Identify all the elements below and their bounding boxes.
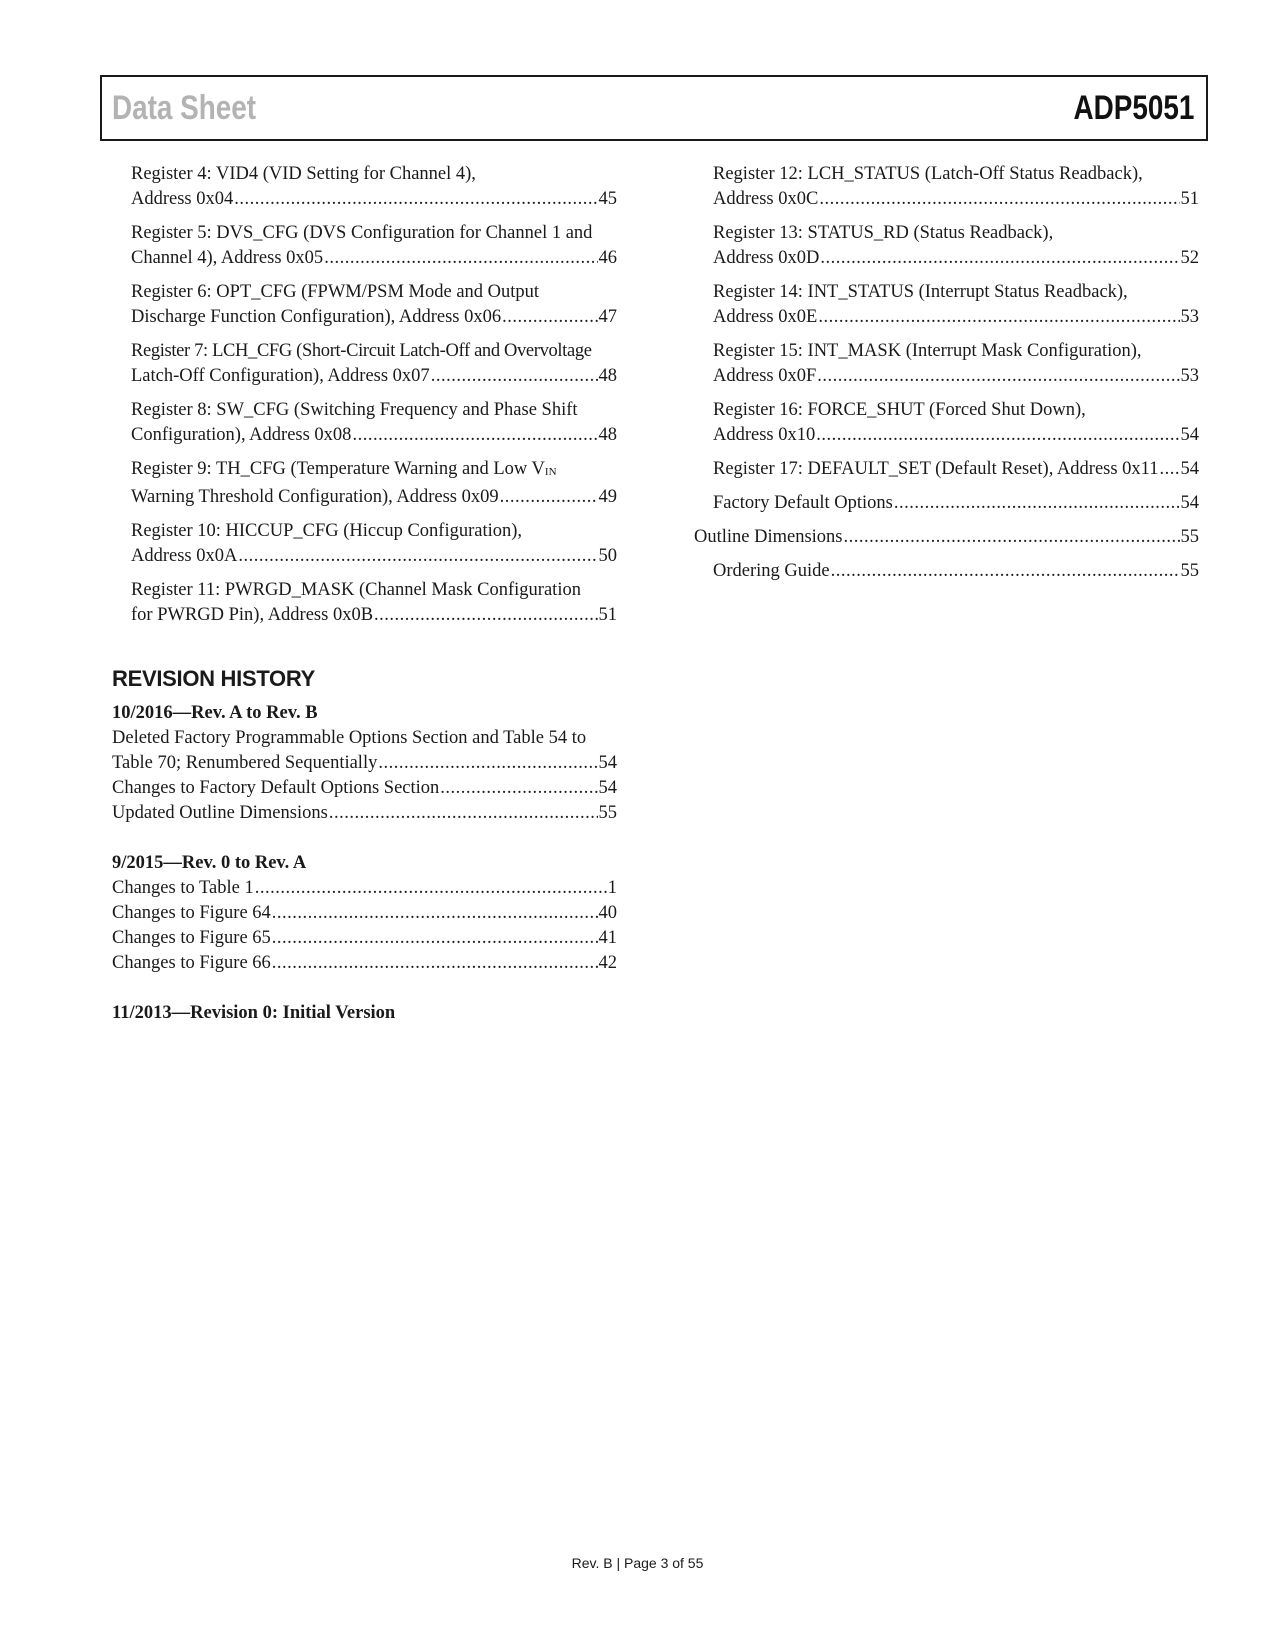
- toc-entry-title-cont: Latch-Off Configuration), Address 0x07: [131, 366, 430, 386]
- leader-dots: [820, 246, 1179, 271]
- revision-row-text: Updated Outline Dimensions: [112, 803, 328, 823]
- toc-page-number: 55: [1180, 527, 1199, 547]
- revision-page-number: 54: [598, 778, 617, 798]
- toc-entry[interactable]: [694, 162, 1199, 212]
- toc-page-number: 52: [1180, 248, 1199, 268]
- leader-dots: [819, 187, 1179, 212]
- leader-dots: [894, 491, 1180, 516]
- revision-page-number: 54: [598, 753, 617, 773]
- toc-entry-title: Register 10: HICCUP_CFG (Hiccup Configuration),: [131, 521, 523, 541]
- leader-dots: [431, 364, 598, 389]
- toc-entry-title: Factory Default Options: [713, 493, 893, 513]
- toc-entry-title: Ordering Guide: [713, 561, 830, 581]
- leader-dots: [272, 901, 598, 926]
- toc-entry-title-cont: for PWRGD Pin), Address 0x0B: [131, 605, 374, 625]
- toc-entry-title-cont: Address 0x0F: [713, 366, 817, 386]
- toc-entry-title: Register 6: OPT_CFG (FPWM/PSM Mode and Output: [131, 282, 540, 302]
- revision-row-text: Changes to Table 1: [112, 878, 254, 898]
- revision-group-heading: 11/2013—Revision 0: Initial Version: [112, 1003, 396, 1023]
- toc-entry-title-cont: Address 0x0E: [713, 307, 818, 327]
- toc-left-column: [112, 162, 617, 1051]
- revision-row: [112, 926, 617, 951]
- revision-page-number: 55: [598, 803, 617, 823]
- toc-entry-title: Register 13: STATUS_RD (Status Readback),: [713, 223, 1054, 243]
- toc-entry[interactable]: [694, 457, 1199, 482]
- revision-row-text: Deleted Factory Programmable Options Section and Table 54 to: [112, 728, 587, 748]
- toc-entry-title: Register 5: DVS_CFG (DVS Configuration for Channel 1 and: [131, 223, 593, 243]
- toc-entry-title: Outline Dimensions: [694, 527, 843, 547]
- toc-entry-title: Register 12: LCH_STATUS (Latch-Off Status Readback),: [713, 164, 1143, 184]
- leader-dots: [329, 801, 598, 826]
- toc-entry-title: [131, 457, 617, 485]
- revision-page-number: 41: [598, 928, 617, 948]
- revision-row: [112, 751, 617, 776]
- toc-entry[interactable]: [112, 457, 617, 510]
- toc-page-number: 54: [1180, 425, 1199, 445]
- leader-dots: [1160, 457, 1180, 482]
- toc-entry[interactable]: [694, 559, 1199, 584]
- revision-group-heading: 9/2015—Rev. 0 to Rev. A: [112, 853, 307, 873]
- toc-entry-title: Register 4: VID4 (VID Setting for Channel 4),: [131, 164, 476, 184]
- toc-entry[interactable]: [112, 339, 617, 389]
- toc-entry-title: Register 14: INT_STATUS (Interrupt Status Readback),: [713, 282, 1128, 302]
- leader-dots: [440, 776, 597, 801]
- toc-entry-title-cont: Address 0x0A: [131, 546, 238, 566]
- toc-page-number: 53: [1180, 366, 1199, 386]
- leader-dots: [234, 187, 597, 212]
- leader-dots: [816, 423, 1179, 448]
- toc-entry-title: Register 11: PWRGD_MASK (Channel Mask Configuration: [131, 580, 581, 600]
- vin-subscript: IN: [544, 466, 557, 478]
- toc-entry[interactable]: [112, 280, 617, 330]
- leader-dots: [844, 525, 1180, 550]
- leader-dots: [378, 751, 597, 776]
- toc-entry[interactable]: [694, 525, 1199, 550]
- toc-entry-title-cont: Channel 4), Address 0x05: [131, 248, 324, 268]
- leader-dots: [272, 926, 598, 951]
- toc-entry-title-cont: Warning Threshold Configuration), Address 0x09: [131, 487, 499, 507]
- toc-entry-title-text: Register 9: TH_CFG (Temperature Warning and Low V: [131, 459, 545, 479]
- toc-page-number: 54: [1180, 459, 1199, 479]
- toc-entry-title-cont: Discharge Function Configuration), Address 0x06: [131, 307, 502, 327]
- toc-page-number: 49: [598, 487, 617, 507]
- leader-dots: [255, 876, 607, 901]
- toc-page-number: 48: [598, 366, 617, 386]
- revision-group: [112, 1001, 617, 1026]
- revision-row: [112, 726, 617, 751]
- revision-group: [112, 851, 617, 976]
- toc-page-number: 54: [1180, 493, 1199, 513]
- revision-history-heading: REVISION HISTORY: [112, 666, 316, 691]
- revision-group-heading: 10/2016—Rev. A to Rev. B: [112, 703, 318, 723]
- toc-page-number: 46: [598, 248, 617, 268]
- toc-page-number: 53: [1180, 307, 1199, 327]
- toc-entry-title: Register 17: DEFAULT_SET (Default Reset), Address 0x11: [713, 459, 1159, 479]
- header-part-number: ADP5051: [1073, 89, 1194, 127]
- toc-entry-title: Register 7: LCH_CFG (Short-Circuit Latch-Off and Overvoltage: [131, 341, 592, 361]
- toc-entry-title: Register 16: FORCE_SHUT (Forced Shut Down),: [713, 400, 1086, 420]
- toc-page-number: 50: [598, 546, 617, 566]
- revision-row-text: Changes to Factory Default Options Section: [112, 778, 440, 798]
- leader-dots: [500, 485, 598, 510]
- revision-page-number: 1: [607, 878, 617, 898]
- toc-page-number: 47: [598, 307, 617, 327]
- revision-row: [112, 801, 617, 826]
- toc-entry[interactable]: [694, 339, 1199, 389]
- toc-right-column: [694, 162, 1199, 593]
- toc-page-number: 45: [598, 189, 617, 209]
- toc-page-number: 48: [598, 425, 617, 445]
- revision-row-text: Changes to Figure 66: [112, 953, 271, 973]
- leader-dots: [817, 364, 1179, 389]
- leader-dots: [818, 305, 1179, 330]
- header-doc-type: Data Sheet: [112, 89, 257, 127]
- revision-page-number: 40: [598, 903, 617, 923]
- toc-entry[interactable]: [112, 162, 617, 212]
- toc-page-number: 55: [1180, 561, 1199, 581]
- leader-dots: [238, 544, 597, 569]
- toc-entry[interactable]: [694, 491, 1199, 516]
- toc-entry-title-cont: Configuration), Address 0x08: [131, 425, 352, 445]
- leader-dots: [374, 603, 597, 628]
- revision-row-text: Table 70; Renumbered Sequentially: [112, 753, 378, 773]
- toc-entry[interactable]: [112, 398, 617, 448]
- leader-dots: [272, 951, 598, 976]
- toc-entry[interactable]: [694, 221, 1199, 271]
- revision-group: [112, 701, 617, 826]
- revision-row: [112, 951, 617, 976]
- revision-row: [112, 901, 617, 926]
- leader-dots: [502, 305, 597, 330]
- toc-entry[interactable]: [112, 578, 617, 628]
- toc-entry[interactable]: [694, 398, 1199, 448]
- toc-entry[interactable]: [694, 280, 1199, 330]
- toc-entry-title: Register 15: INT_MASK (Interrupt Mask Configuration),: [713, 341, 1142, 361]
- toc-entry[interactable]: [112, 221, 617, 271]
- toc-page-number: 51: [1180, 189, 1199, 209]
- revision-row-text: Changes to Figure 65: [112, 928, 271, 948]
- page-header: [100, 75, 1208, 141]
- leader-dots: [324, 246, 597, 271]
- toc-entry-title-cont: Address 0x10: [713, 425, 816, 445]
- toc-entry-title: Register 8: SW_CFG (Switching Frequency and Phase Shift: [131, 400, 578, 420]
- leader-dots: [352, 423, 597, 448]
- toc-page-number: 51: [598, 605, 617, 625]
- leader-dots: [831, 559, 1180, 584]
- revision-page-number: 42: [598, 953, 617, 973]
- toc-entry[interactable]: [112, 519, 617, 569]
- toc-entry-title-cont: Address 0x0C: [713, 189, 819, 209]
- revision-row: [112, 876, 617, 901]
- revision-row: [112, 776, 617, 801]
- revision-row-text: Changes to Figure 64: [112, 903, 271, 923]
- page-footer: Rev. B | Page 3 of 55: [571, 1555, 704, 1571]
- toc-entry-title-cont: Address 0x0D: [713, 248, 820, 268]
- toc-entry-title-cont: Address 0x04: [131, 189, 234, 209]
